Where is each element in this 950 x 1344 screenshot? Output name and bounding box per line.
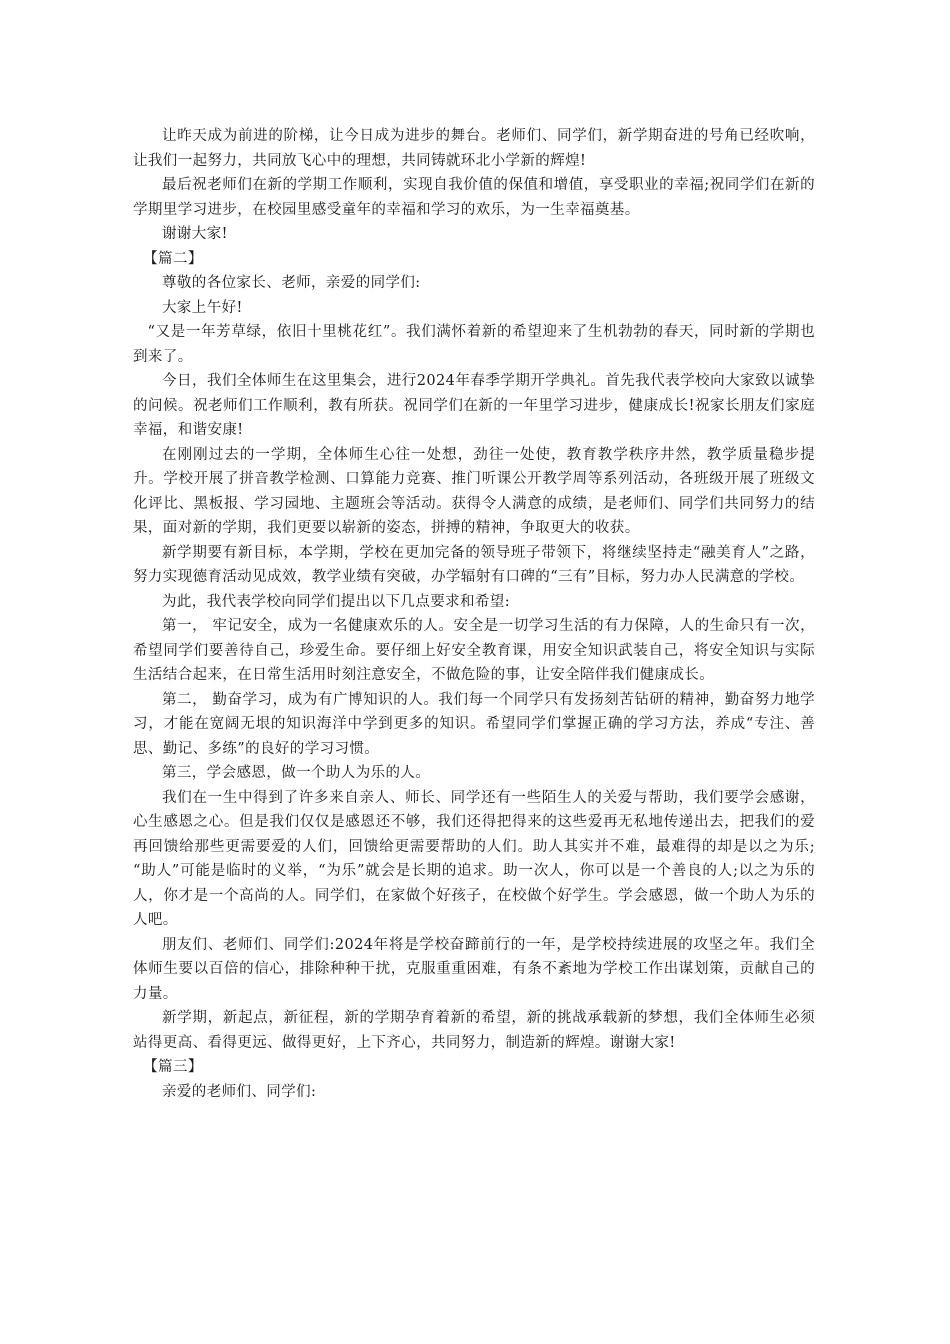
- paragraph: 新学期，新起点，新征程，新的学期孕育着新的希望，新的挑战承载新的梦想，我们全体师生必须站得更高、看得更远、做得更好，上下齐心，共同努力，制造新的辉煌。谢谢大家!: [133, 1010, 815, 1051]
- paragraph: 朋友们、老师们、同学们:2024年将是学校奋蹄前行的一年，是学校持续进展的攻坚之年。我们全体师生要以百倍的信心，排除种种干扰，克服重重困难，有条不紊地为学校工作出谋划策，贡献自己的力量。: [133, 936, 815, 1002]
- paragraph: 第二， 勤奋学习，成为有广博知识的人。我们每一个同学只有发扬刻苦钻研的精神，勤奋努力地学习，才能在宽阔无垠的知识海洋中学到更多的知识。希望同学们掌握正确的学习方法，养成“专注、善思、勤记、多练”的良好的学习习惯。: [133, 691, 815, 757]
- document-body: [133, 124, 815, 1104]
- paragraph: 让昨天成为前进的阶梯，让今日成为进步的舞台。老师们、同学们，新学期奋进的号角已经吹响，让我们一起努力，共同放飞心中的理想，共同铸就环北小学新的辉煌!: [133, 128, 815, 169]
- paragraph: 新学期要有新目标，本学期，学校在更加完备的领导班子带领下，将继续坚持走“融美育人”之路，努力实现德育活动见成效，教学业绩有突破，办学辐射有口碑的“三有”目标，努力办人民满意的学校。: [133, 544, 815, 585]
- paragraph: 今日，我们全体师生在这里集会，进行2024年春季学期开学典礼。首先我代表学校向大家致以诚挚的问候。祝老师们工作顺利，教有所获。祝同学们在新的一年里学习进步，健康成长!祝家长朋友们家庭幸福，和谐安康!: [133, 373, 815, 438]
- paragraph: 在刚刚过去的一学期，全体师生心往一处想，劲往一处使，教育教学秩序井然，教学质量稳步提升。学校开展了拼音教学检测、口算能力竞赛、推门听课公开教学周等系列活动，各班级开展了班级文化评比、黑板报、学习园地、主题班会等活动。获得令人满意的成绩，是老师们、同学们共同努力的结果，面对新的学期，我们更要以崭新的姿态，拼搏的精神，争取更大的收获。: [133, 446, 815, 536]
- section-heading: 【篇三】: [143, 1059, 203, 1075]
- paragraph: 为此，我代表学校向同学们提出以下几点要求和希望:: [162, 593, 510, 610]
- paragraph: 我们在一生中得到了许多来自亲人、师长、同学还有一些陌生人的关爱与帮助，我们要学会感谢，心生感恩之心。但是我们仅仅是感恩还不够，我们还得把得来的这些爱再无私地传递出去，把我们的爱再回馈给那些更需要爱的人们，回馈给更需要帮助的人们。助人其实并不难，最难得的却是以之为乐; “助人”可能是临时的义举，“为乐”就会是长期的追求。助一次人，你可以是一个善良的人;以之为乐的人，你才是一个高尚的人。同学们，在家做个好孩子，在校做个好学生。学会感恩，做一个助人为乐的人吧。: [133, 789, 815, 928]
- paragraph: “又是一年芳草绿，依旧十里桃花红”。我们满怀着新的希望迎来了生机勃勃的春天，同时新的学期也到来了。: [133, 324, 815, 365]
- greeting: 大家上午好!: [162, 299, 243, 316]
- paragraph: 最后祝老师们在新的学期工作顺利，实现自我价值的保值和增值，享受职业的幸福;祝同学们在新的学期里学习进步，在校园里感受童年的幸福和学习的欢乐，为一生幸福奠基。: [133, 177, 815, 218]
- salutation: 尊敬的各位家长、老师，亲爱的同学们:: [162, 275, 421, 291]
- paragraph: 谢谢大家!: [162, 226, 228, 242]
- paragraph: 第一， 牢记安全，成为一名健康欢乐的人。安全是一切学习生活的有力保障，人的生命只有一次，希望同学们要善待自己，珍爱生命。要仔细上好安全教育课，用安全知识武装自己，将安全知识与实际生活结合起来，在日常生活用时刻注意安全，不做危险的事，让安全陪伴我们健康成长。: [133, 618, 815, 683]
- paragraph: 第三，学会感恩，做一个助人为乐的人。: [162, 765, 431, 781]
- section-heading: 【篇二】: [143, 250, 203, 267]
- salutation: 亲爱的老师们、同学们:: [162, 1083, 317, 1100]
